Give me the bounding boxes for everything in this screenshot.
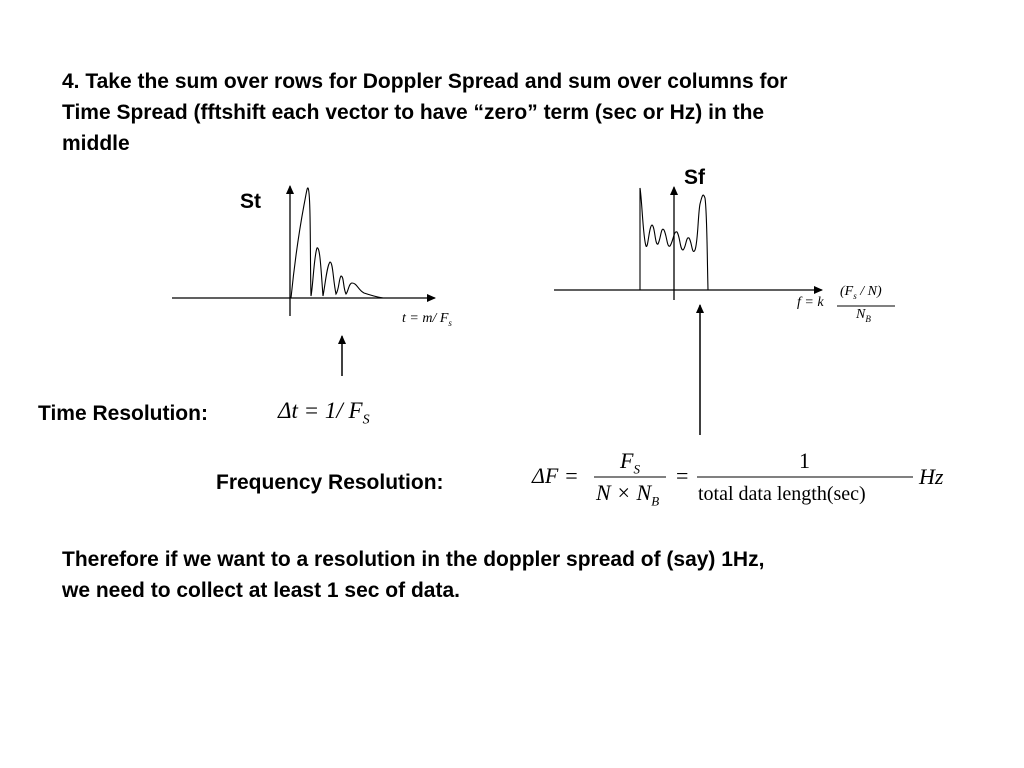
freq-frac1-num: F: [620, 448, 634, 473]
time-resolution-equation: [278, 398, 370, 429]
sf-den-sub: B: [865, 313, 871, 324]
st-axis-sub: s: [448, 317, 452, 328]
st-axis-label: [402, 311, 452, 328]
sf-den: N: [856, 307, 866, 322]
sf-axis-left: f = k: [797, 295, 824, 310]
time-res-eq-sub: S: [362, 412, 370, 428]
st-label: St: [240, 190, 261, 213]
freq-frac1-numerator: [620, 448, 640, 477]
freq-frac1-den-sub: B: [651, 493, 660, 509]
sf-num-open: (F: [840, 284, 854, 299]
freq-frac2-numerator: 1: [799, 448, 810, 473]
conclusion-line-2: we need to collect at least 1 sec of data.: [62, 579, 460, 602]
freq-frac1-denominator: [596, 480, 659, 509]
freq-frac1-num-sub: S: [633, 461, 640, 477]
intro-line-3: middle: [62, 132, 130, 155]
sf-num-sub: s: [853, 290, 857, 301]
sf-label: Sf: [684, 166, 705, 189]
conclusion-line-1: Therefore if we want to a resolution in the doppler spread of (say) 1Hz,: [62, 548, 765, 571]
freq-equals-2: =: [676, 463, 689, 488]
frequency-resolution-label: Frequency Resolution:: [216, 471, 444, 494]
sf-num-rest: / N): [856, 284, 882, 299]
intro-line-1: 4. Take the sum over rows for Doppler Spread and sum over columns for: [62, 70, 788, 93]
time-res-eq-text: Δt = 1/ F: [278, 398, 363, 423]
sf-axis-numerator: [840, 284, 882, 301]
time-resolution-label: Time Resolution:: [38, 402, 208, 425]
sf-axis-denominator: [856, 307, 871, 324]
st-curve: [291, 188, 383, 298]
freq-frac2-denominator: total data length(sec): [698, 483, 866, 505]
freq-unit: Hz: [919, 464, 944, 489]
st-axis-text: t = m/ F: [402, 311, 449, 326]
freq-frac1-den: N × N: [596, 480, 652, 505]
conclusion-paragraph: [62, 544, 982, 606]
intro-line-2: Time Spread (fftshift each vector to have “zero” term (sec or Hz) in the: [62, 101, 765, 124]
freq-lhs: ΔF =: [532, 463, 579, 488]
